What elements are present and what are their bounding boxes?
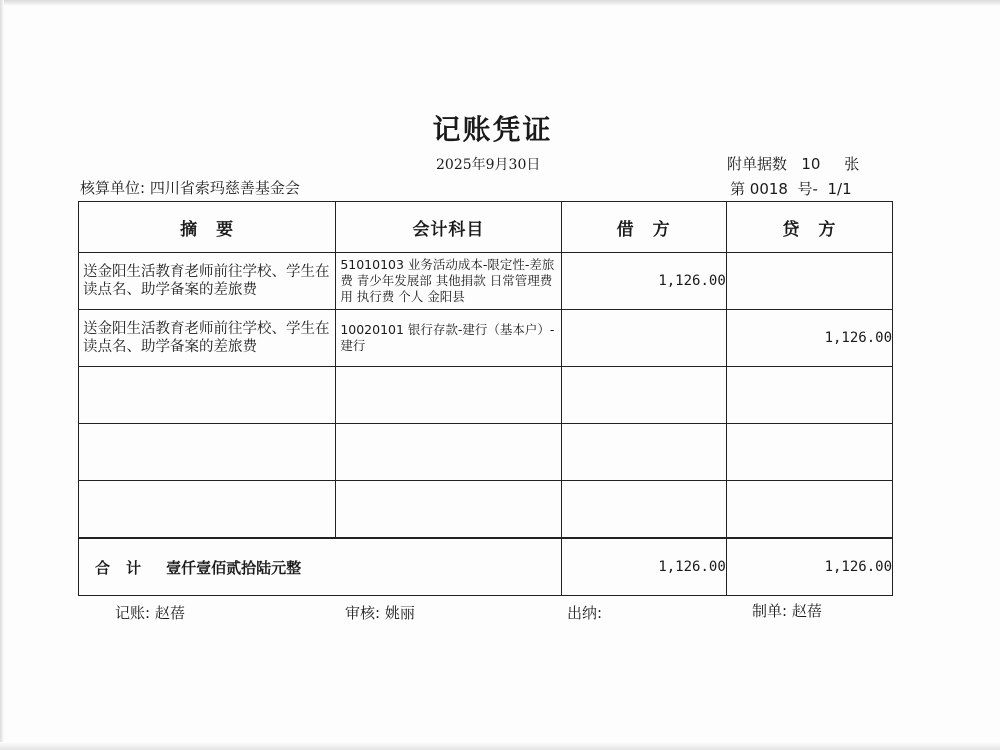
account-text: 51010103 业务活动成本-限定性-差旅费 青少年发展部 其他捐款 日常管理费用 执行费 个人 金阳县 xyxy=(340,257,555,304)
reviewer-label: 审核: xyxy=(345,604,381,622)
cashier-label: 出纳: xyxy=(567,604,603,622)
voucher-date: 2025年9月30日 xyxy=(436,157,541,173)
debit-cell xyxy=(561,310,726,367)
header-account: 会计科目 xyxy=(336,202,561,253)
accounting-unit xyxy=(80,177,300,198)
attachment-number: 10 xyxy=(801,155,821,173)
attachment-unit: 张 xyxy=(844,155,860,173)
blank-cell xyxy=(336,367,561,424)
blank-cell xyxy=(336,424,561,481)
table-row-blank xyxy=(79,481,893,539)
number-value: 0018 xyxy=(749,180,788,198)
reviewer-signature xyxy=(345,602,415,623)
account-cell xyxy=(336,253,561,310)
blank-cell xyxy=(726,481,892,539)
cashier-signature xyxy=(567,602,607,623)
bookkeeper-name: 赵蓓 xyxy=(154,604,185,622)
credit-cell xyxy=(726,253,892,310)
unit-label: 核算单位: xyxy=(80,179,146,197)
unit-name: 四川省索玛慈善基金会 xyxy=(149,179,300,197)
number-label: 第 xyxy=(730,180,746,198)
total-label-cell xyxy=(79,538,562,596)
header-debit: 借 方 xyxy=(561,202,726,253)
blank-cell xyxy=(561,367,726,424)
summary-text: 送金阳生活教育老师前往学校、学生在读点名、助学备案的差旅费 xyxy=(83,321,330,355)
blank-cell xyxy=(726,424,892,481)
blank-cell xyxy=(79,481,336,539)
scan-edge-bottom xyxy=(0,742,1000,750)
table-row-blank xyxy=(79,424,893,481)
summary-cell xyxy=(79,253,336,310)
attachment-count xyxy=(727,153,859,174)
account-cell xyxy=(336,310,561,367)
voucher-title: 记账凭证 xyxy=(432,113,553,146)
debit-cell: 1,126.00 xyxy=(561,253,726,310)
account-text: 10020101 银行存款-建行（基本户）-建行 xyxy=(340,322,555,353)
preparer-name: 赵蓓 xyxy=(791,602,822,620)
number-suffix: 号- xyxy=(797,180,818,198)
header-credit: 贷 方 xyxy=(726,202,892,253)
summary-cell xyxy=(79,310,336,367)
total-debit: 1,126.00 xyxy=(561,538,726,596)
preparer-signature xyxy=(752,600,822,621)
credit-cell: 1,126.00 xyxy=(726,310,892,367)
blank-cell xyxy=(79,367,336,424)
blank-cell xyxy=(561,481,726,539)
blank-cell xyxy=(561,424,726,481)
attachment-label: 附单据数 xyxy=(727,155,788,173)
bookkeeper-label: 记账: xyxy=(115,604,151,622)
total-row xyxy=(79,538,893,596)
summary-text: 送金阳生活教育老师前往学校、学生在读点名、助学备案的差旅费 xyxy=(83,264,330,298)
table-header-row xyxy=(79,202,893,253)
table-row xyxy=(79,253,893,310)
bookkeeper-signature xyxy=(115,602,185,623)
blank-cell xyxy=(336,481,561,539)
header-summary: 摘 要 xyxy=(79,202,336,253)
total-credit: 1,126.00 xyxy=(726,538,892,596)
blank-cell xyxy=(726,367,892,424)
total-amount-words: 壹仟壹佰贰拾陆元整 xyxy=(166,558,302,577)
table-row-blank xyxy=(79,367,893,424)
blank-cell xyxy=(79,424,336,481)
total-label-2: 计 xyxy=(126,558,142,577)
voucher-table xyxy=(78,201,893,596)
voucher-number xyxy=(730,178,852,199)
scan-edge-top xyxy=(0,0,1000,6)
table-row xyxy=(79,310,893,367)
preparer-label: 制单: xyxy=(752,602,788,620)
total-label-1: 合 xyxy=(95,558,111,577)
reviewer-name: 姚丽 xyxy=(384,604,415,622)
total-label xyxy=(79,559,141,577)
page-indicator: 1/1 xyxy=(827,180,852,198)
